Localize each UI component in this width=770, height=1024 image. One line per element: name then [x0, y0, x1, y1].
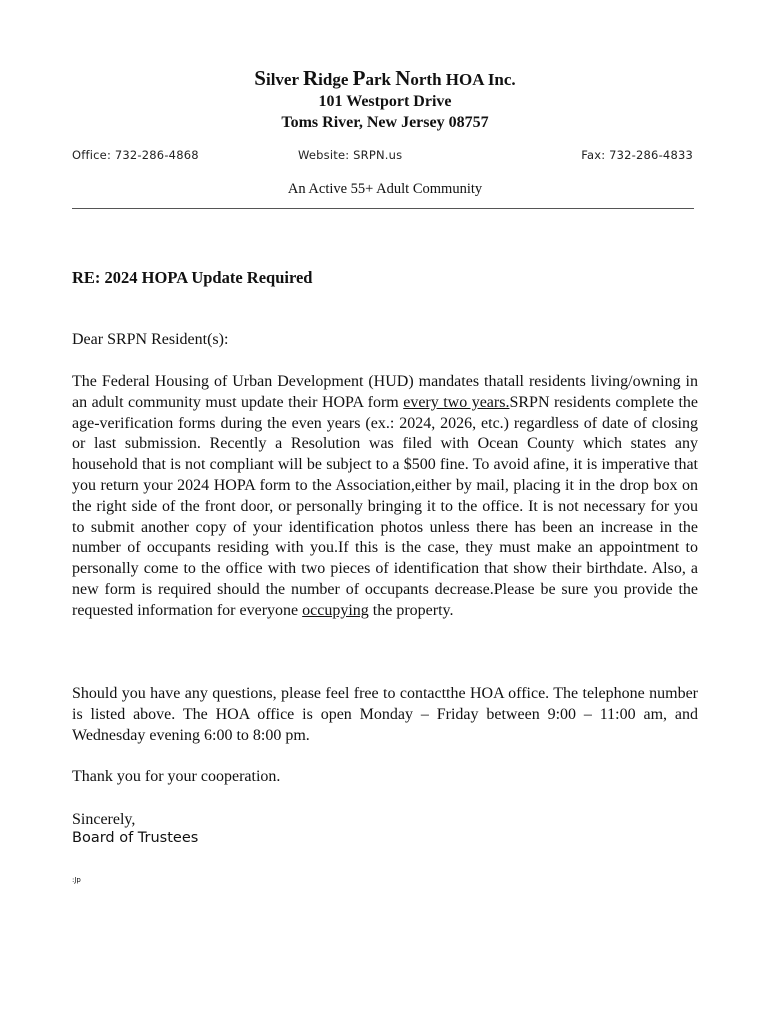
underlined-text: occupying [302, 601, 369, 619]
tagline: An Active 55+ Adult Community [287, 181, 483, 197]
typist-initials: :Jp [72, 876, 81, 884]
address-city: Toms River, New Jersey 08757 [281, 114, 489, 131]
salutation: Dear SRPN Resident(s): [72, 331, 229, 348]
body-paragraph-1 [72, 372, 698, 622]
fax-number: Fax: 732-286-4833 [581, 148, 693, 162]
paragraph-text: The Federal Housing of Urban Development (HUD) mandates thatall residents living/owning in an adult community must update their HOPA form [72, 373, 698, 411]
thanks-line: Thank you for your cooperation. [72, 768, 281, 785]
organization-name [0, 66, 770, 91]
office-phone: Office: 732-286-4868 [72, 148, 199, 162]
paragraph-text: SRPN residents complete the age-verification forms during the even years (ex.: 2024, 2026, etc.) regardless of date of closing or last submission. Recently a Resolution was filed with Ocean County which states any household that is not compliant will be subject to a $500 fine. To avoid afine, it is imperative that you return your 2024 HOPA form to the Association,either by mail, placing it in the drop box on the right side of the front door, or personally bringing it to the office. It is not necessary for you to submit another copy of your identification photos unless there has been an increase in the number of occupants residing with you.If this is the case, they must make an appointment to personally come to the office with two pieces of identification that show their birthdate. Also, a new form is required should the number of occupants decrease.Please be sure you provide the requested information for everyone [72, 393, 698, 619]
name-part: orth HOA Inc. [410, 70, 516, 89]
underlined-text: every two years. [403, 393, 510, 411]
name-initial: N [395, 66, 411, 90]
name-initial: R [302, 66, 319, 90]
paragraph-text: the property. [368, 601, 454, 619]
address-street: 101 Westport Drive [318, 93, 452, 110]
website: Website: SRPN.us [298, 148, 403, 162]
subject-line: RE: 2024 HOPA Update Required [72, 268, 313, 287]
name-part: ark [365, 70, 396, 89]
signature: Board of Trustees [72, 830, 199, 846]
closing: Sincerely, [72, 811, 136, 828]
body-paragraph-2: Should you have any questions, please feel free to contactthe HOA office. The telephone number is listed above. The HOA office is open Monday – Friday between 9:00 – 11:00 am, and Wednesday evening 6:00 to 8:00 pm. [72, 685, 698, 744]
name-initial: P [352, 66, 366, 90]
name-part: idge [318, 70, 353, 89]
header-divider [72, 208, 694, 209]
name-initial: S [254, 66, 266, 90]
name-part: ilver [265, 70, 303, 89]
